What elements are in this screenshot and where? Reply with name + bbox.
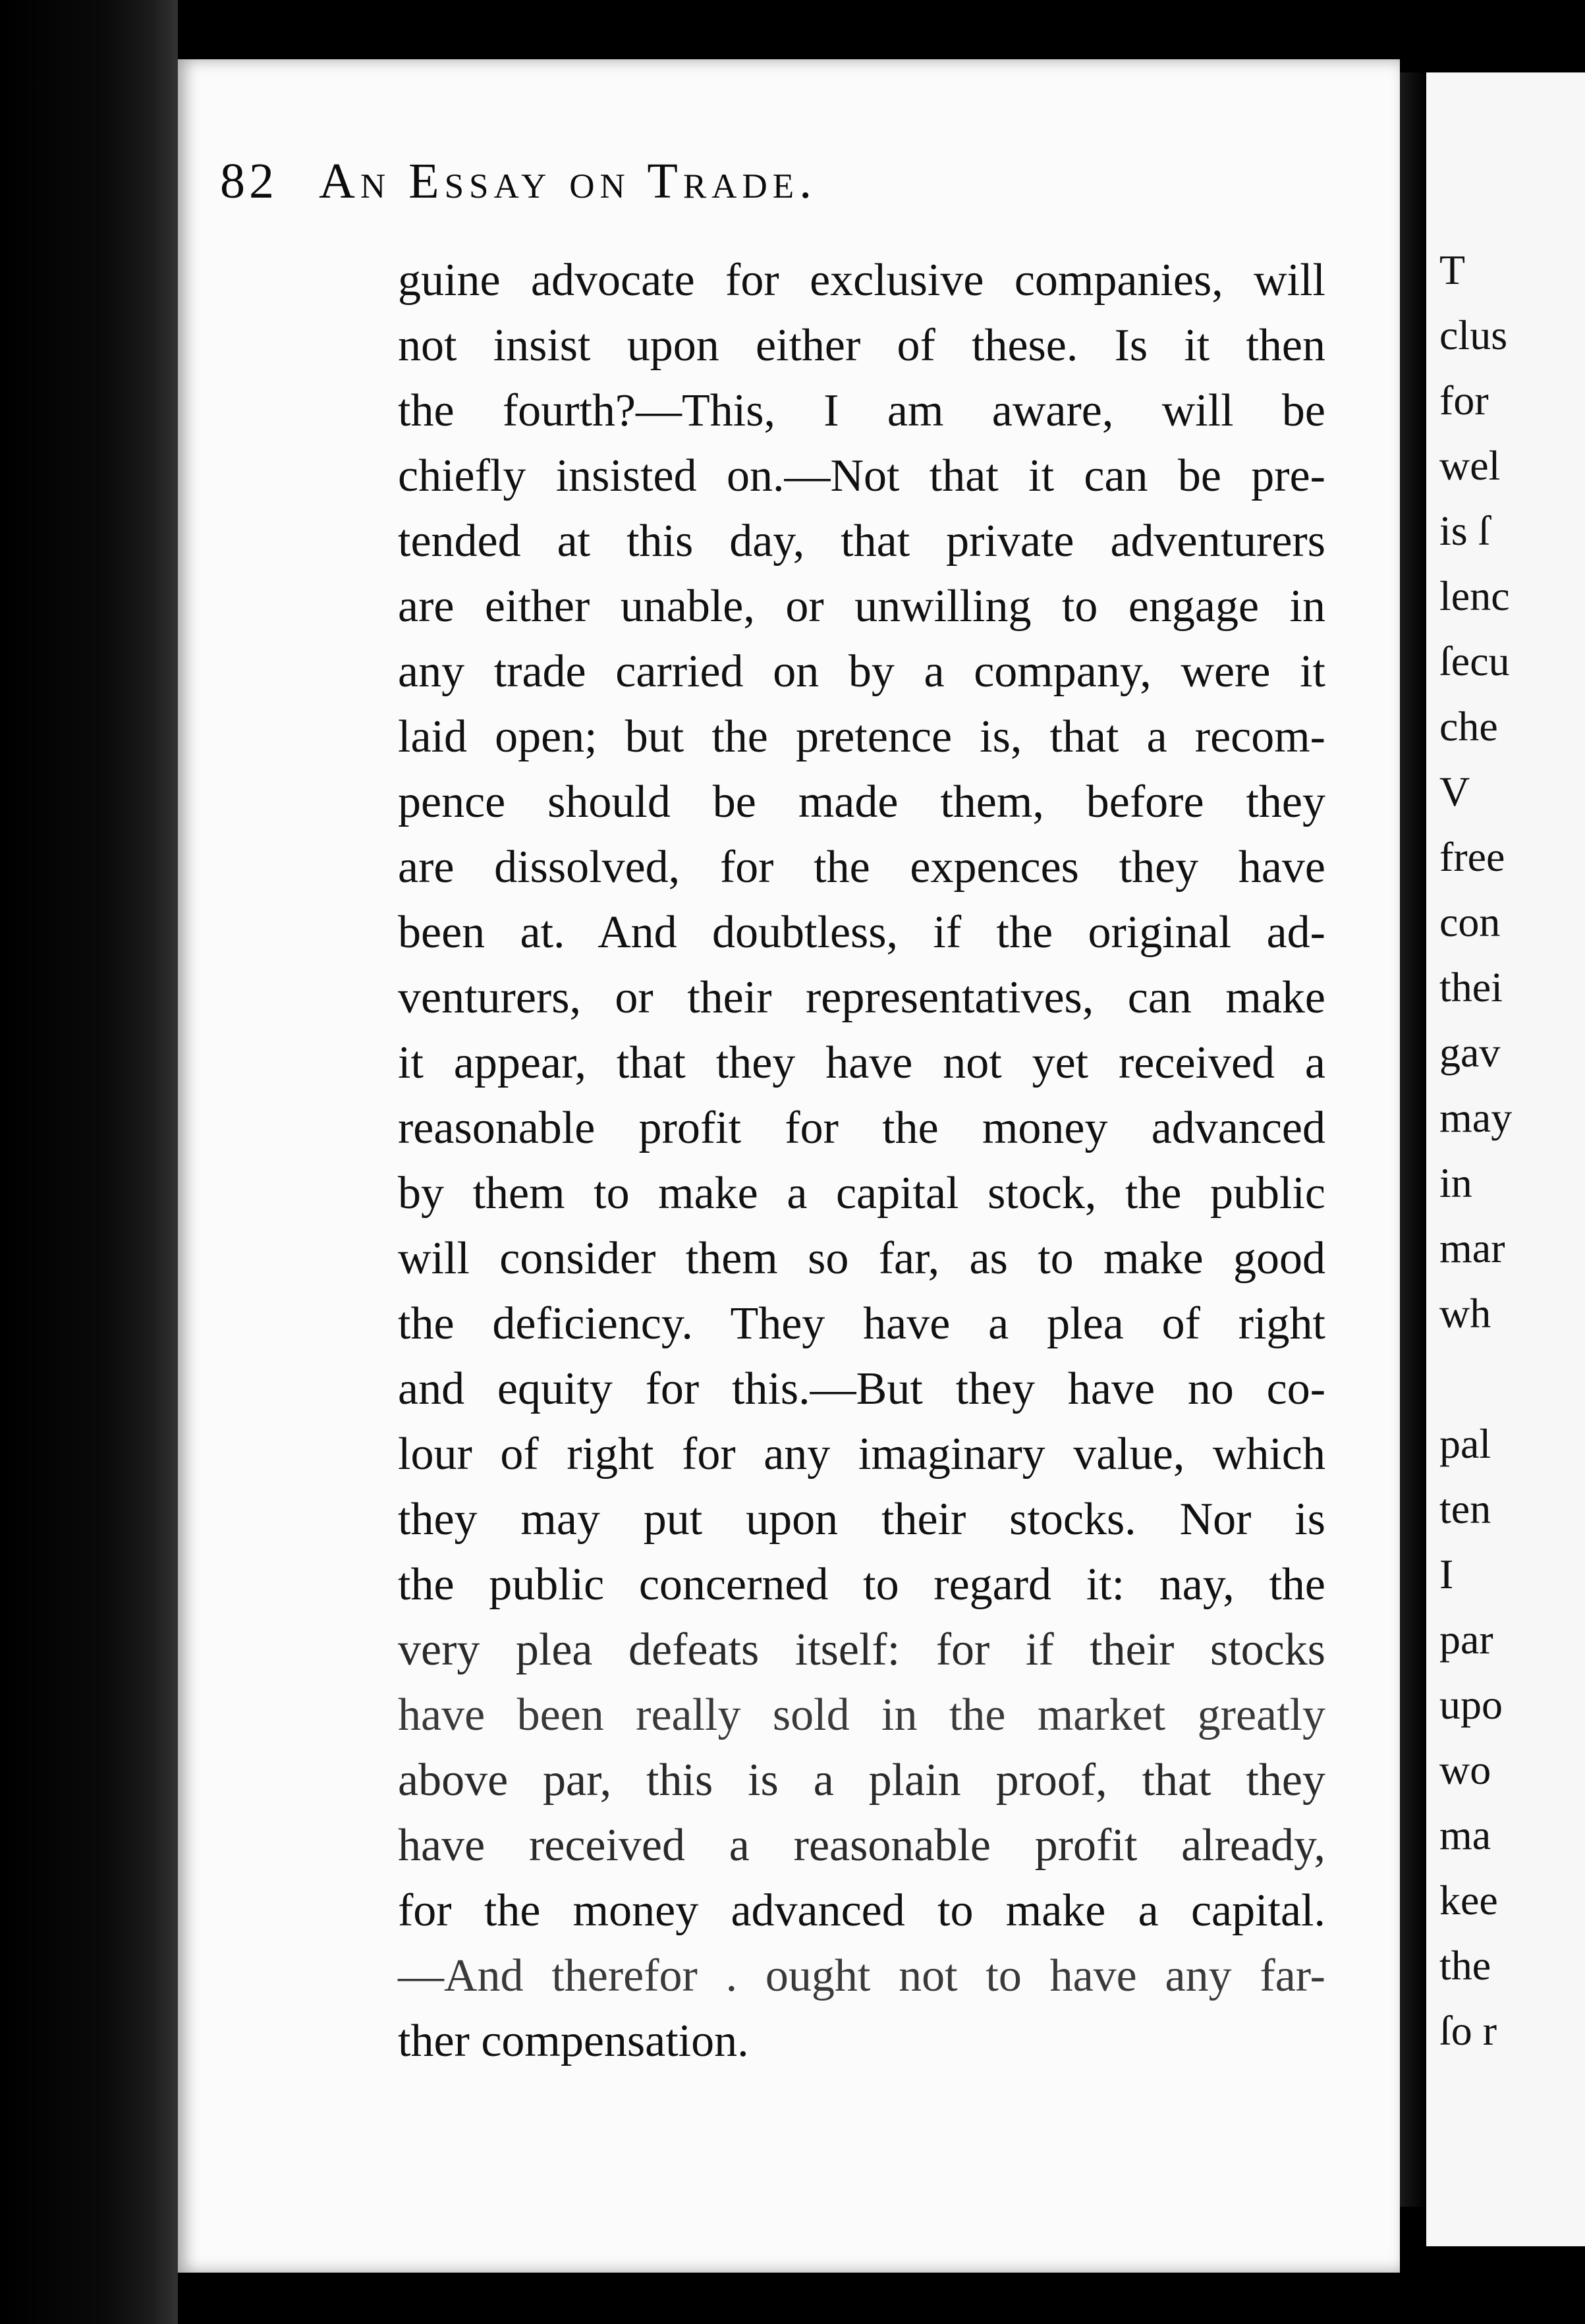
facing-text-fragment: for	[1439, 377, 1489, 424]
text-line: the deficiency. They have a plea of right	[398, 1298, 1325, 1349]
facing-text-fragment: I	[1439, 1551, 1454, 1597]
facing-text-fragment: che	[1439, 703, 1498, 750]
text-line: venturers, or their representatives, can make	[398, 972, 1325, 1023]
facing-text-fragment: kee	[1439, 1877, 1498, 1923]
facing-page-text	[1439, 237, 1585, 2063]
facing-text-fragment: lenc	[1439, 572, 1510, 619]
facing-text-fragment: par	[1439, 1616, 1493, 1663]
text-line: the fourth?—This, I am aware, will be	[398, 385, 1325, 436]
text-line: not insist upon either of these. Is it then	[398, 320, 1325, 371]
facing-text-fragment: wel	[1439, 442, 1501, 489]
page-header	[220, 153, 1248, 225]
facing-text-fragment: ſecu	[1439, 638, 1510, 684]
page-body-text	[398, 248, 1325, 2074]
running-head: An Essay on Trade.	[319, 153, 818, 209]
text-line: been at. And doubtless, if the original ad-	[398, 907, 1325, 958]
text-line: above par, this is a plain proof, that they	[398, 1755, 1325, 1806]
text-line: and equity for this.—But they have no co-	[398, 1364, 1325, 1414]
text-line: lour of right for any imaginary value, which	[398, 1429, 1325, 1480]
facing-text-fragment: in	[1439, 1159, 1472, 1206]
facing-text-fragment: ten	[1439, 1485, 1491, 1532]
facing-text-fragment: mar	[1439, 1225, 1505, 1271]
page-number: 82	[220, 153, 278, 209]
text-line: chiefly insisted on.—Not that it can be pre-	[398, 451, 1325, 501]
facing-text-fragment: free	[1439, 833, 1505, 880]
facing-text-fragment: ſo r	[1439, 2007, 1497, 2054]
text-line: have received a reasonable profit already,	[398, 1820, 1325, 1871]
text-line: by them to make a capital stock, the public	[398, 1168, 1325, 1219]
book-gutter-shadow	[0, 0, 178, 2324]
text-line: laid open; but the pretence is, that a recom-	[398, 711, 1325, 762]
text-line: —And therefor . ought not to have any far-	[398, 1950, 1325, 2001]
facing-text-fragment: thei	[1439, 964, 1503, 1010]
text-line: very plea defeats itself: for if their stocks	[398, 1624, 1325, 1675]
facing-text-fragment: may	[1439, 1094, 1513, 1141]
text-line: ther compensation.	[398, 2016, 749, 2066]
text-line: the public concerned to regard it: nay, the	[398, 1559, 1325, 1610]
facing-text-fragment: upo	[1439, 1681, 1503, 1728]
facing-text-fragment: the	[1439, 1942, 1491, 1989]
text-line: they may put upon their stocks. Nor is	[398, 1494, 1325, 1545]
text-line: have been really sold in the market greatly	[398, 1690, 1325, 1740]
facing-text-fragment: ma	[1439, 1812, 1491, 1858]
page-edge-shadow	[1400, 72, 1426, 2207]
facing-text-fragment: T	[1439, 246, 1466, 293]
facing-text-fragment: wh	[1439, 1290, 1491, 1337]
facing-text-fragment: pal	[1439, 1420, 1491, 1467]
facing-text-fragment: con	[1439, 899, 1501, 945]
text-line: it appear, that they have not yet received a	[398, 1038, 1325, 1088]
text-line: guine advocate for exclusive companies, will	[398, 255, 1325, 306]
facing-text-fragment: V	[1439, 768, 1470, 815]
facing-text-fragment: gav	[1439, 1029, 1501, 1076]
facing-text-fragment	[1439, 1346, 1585, 1411]
text-line: are dissolved, for the expences they have	[398, 842, 1325, 893]
text-line: tended at this day, that private adventurers	[398, 516, 1325, 567]
text-line: for the money advanced to make a capital.	[398, 1885, 1325, 1936]
facing-text-fragment: is ſ	[1439, 507, 1490, 554]
text-line: any trade carried on by a company, were it	[398, 646, 1325, 697]
text-line: are either unable, or unwilling to engage in	[398, 581, 1325, 632]
text-line: will consider them so far, as to make good	[398, 1233, 1325, 1284]
text-line: reasonable profit for the money advanced	[398, 1103, 1325, 1153]
facing-text-fragment: clus	[1439, 312, 1508, 358]
text-line: pence should be made them, before they	[398, 777, 1325, 827]
facing-text-fragment: wo	[1439, 1746, 1491, 1793]
